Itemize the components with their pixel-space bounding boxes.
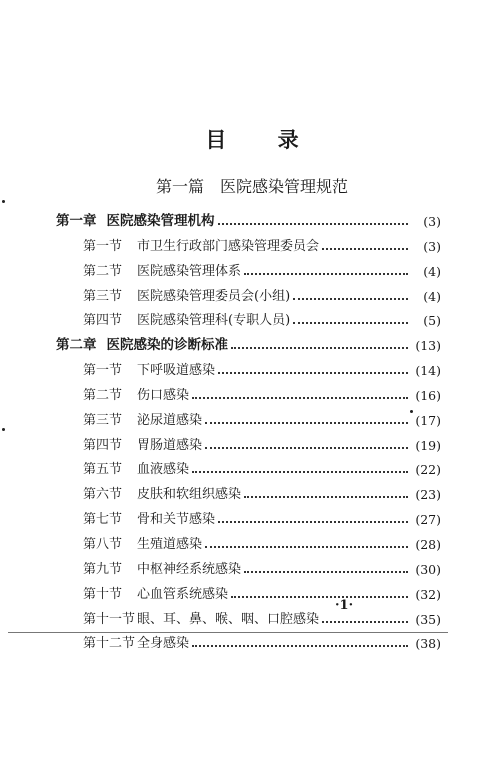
- toc-section-row: [56, 382, 441, 403]
- dot-leader: [244, 272, 408, 275]
- toc-entry-page: (38): [415, 636, 441, 652]
- toc-entry-title: 心血管系统感染: [137, 586, 229, 602]
- toc-entry-number: 第三节: [83, 288, 123, 304]
- toc-entry-title: 眼、耳、鼻、喉、咽、口腔感染: [137, 611, 320, 627]
- toc-chapter-row: [56, 208, 441, 229]
- toc-entry-number: 第九节: [83, 561, 123, 577]
- scan-speck: [2, 428, 5, 431]
- toc-entry-number: 第一章: [56, 213, 97, 229]
- dot-leader: [218, 222, 409, 225]
- toc-entry-title: 泌尿道感染: [137, 412, 203, 428]
- toc-entry-page: (13): [415, 338, 441, 354]
- toc-entry-number: 第三节: [83, 412, 123, 428]
- scan-speck: [2, 200, 5, 203]
- toc-entry-number: 第一节: [83, 238, 123, 254]
- toc-entry-page: (17): [415, 412, 441, 428]
- toc-entry-page: (14): [415, 363, 441, 379]
- toc-entry-title: 血液感染: [137, 462, 190, 478]
- toc-entry-title: 医院感染管理机构: [106, 213, 215, 229]
- toc-entry-title: 全身感染: [137, 636, 190, 652]
- toc-entry-page: (19): [415, 437, 441, 453]
- dot-leader: [293, 297, 408, 300]
- toc-entry-title: 皮肤和软组织感染: [137, 487, 242, 503]
- toc-entry-page: (22): [415, 462, 441, 478]
- dot-leader: [192, 470, 408, 473]
- toc-section-row: [56, 233, 441, 254]
- toc-section-row: [56, 456, 441, 477]
- toc-entry-page: (35): [415, 611, 441, 627]
- toc-section-row: [56, 407, 441, 428]
- toc-section-row: [56, 283, 441, 304]
- toc-entry-page: (3): [423, 238, 441, 254]
- dot-leader: [205, 421, 408, 424]
- toc-entry-number: 第四节: [83, 437, 123, 453]
- toc-entry-number: 第二章: [56, 337, 97, 354]
- toc-entry-number: 第十节: [83, 586, 123, 602]
- toc-section-row: [56, 432, 441, 453]
- toc-section-row: [56, 307, 441, 328]
- dot-leader: [231, 346, 408, 349]
- toc-entry-number: 第二节: [83, 387, 123, 403]
- toc-entry-title: 医院感染管理委员会(小组): [137, 288, 291, 304]
- dot-leader: [218, 371, 408, 374]
- toc-entry-page: (30): [415, 561, 441, 577]
- toc-chapter-row: [56, 332, 441, 353]
- dot-leader: [322, 247, 408, 250]
- toc-entry-page: (32): [415, 586, 441, 602]
- toc-section-row: [56, 506, 441, 527]
- part-number: 第一篇: [155, 177, 204, 196]
- toc-section-row: [56, 556, 441, 577]
- toc-entry-title: 胃肠道感染: [137, 437, 203, 453]
- dot-leader: [205, 545, 408, 548]
- toc-section-row: [56, 258, 441, 279]
- toc-entry-title: 生殖道感染: [137, 536, 203, 552]
- dot-leader: [244, 570, 408, 573]
- toc-entry-number: 第七节: [83, 512, 123, 528]
- toc-entry-page: (3): [423, 214, 441, 229]
- toc-entry-number: 第八节: [83, 536, 123, 552]
- toc-section-row: [56, 630, 441, 651]
- footer-rule: [8, 632, 448, 633]
- toc-section-row: [56, 581, 441, 602]
- toc-entry-page: (4): [423, 263, 441, 279]
- toc-entry-page: (5): [423, 313, 441, 329]
- toc-entry-number: 第二节: [83, 263, 123, 279]
- dot-leader: [244, 495, 408, 498]
- toc-section-row: [56, 357, 441, 378]
- toc-entry-title: 医院感染的诊断标准: [106, 337, 228, 354]
- page-number: ·1·: [335, 598, 354, 613]
- toc-entry-number: 第十二节: [83, 636, 136, 652]
- toc-entry-number: 第五节: [83, 462, 123, 478]
- dot-leader: [322, 620, 408, 623]
- toc-entry-title: 医院感染管理科(专职人员): [137, 313, 291, 329]
- dot-leader: [192, 396, 408, 399]
- toc-section-row: [56, 531, 441, 552]
- toc-entry-number: 第十一节: [83, 611, 136, 627]
- table-of-contents: [56, 208, 441, 655]
- toc-entry-title: 中枢神经系统感染: [137, 561, 242, 577]
- toc-entry-title: 骨和关节感染: [137, 512, 216, 528]
- dot-leader: [293, 321, 408, 324]
- dot-leader: [218, 520, 408, 523]
- toc-entry-title: 下呼吸道感染: [137, 363, 216, 379]
- toc-entry-page: (4): [423, 288, 441, 304]
- toc-entry-page: (23): [415, 487, 441, 503]
- toc-entry-number: 第六节: [83, 487, 123, 503]
- dot-leader: [231, 595, 408, 598]
- dot-leader: [192, 644, 408, 647]
- toc-entry-number: 第四节: [83, 313, 123, 329]
- toc-entry-title: 医院感染管理体系: [137, 263, 242, 279]
- scan-speck: [410, 410, 413, 413]
- toc-entry-title: 市卫生行政部门感染管理委员会: [137, 238, 320, 254]
- toc-entry-page: (28): [415, 536, 441, 552]
- part-heading: [0, 174, 504, 197]
- toc-entry-page: (16): [415, 387, 441, 403]
- toc-entry-number: 第一节: [83, 363, 123, 379]
- page-title: 目 录: [205, 128, 321, 152]
- toc-entry-title: 伤口感染: [137, 387, 190, 403]
- toc-section-row: [56, 481, 441, 502]
- dot-leader: [205, 446, 408, 449]
- toc-section-row: [56, 606, 441, 627]
- part-title: 医院感染管理规范: [220, 177, 349, 196]
- toc-entry-page: (27): [415, 512, 441, 528]
